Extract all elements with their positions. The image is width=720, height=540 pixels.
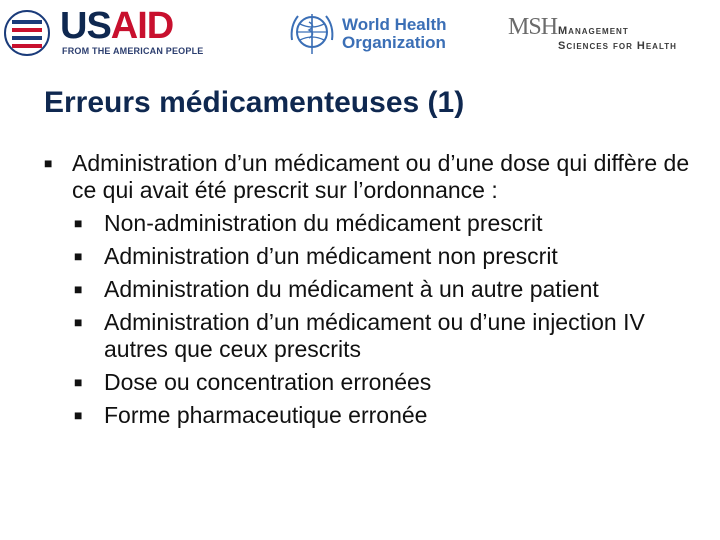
msh-mark: MSH: [508, 14, 558, 40]
sub-bullet-text: Administration d’un médicament ou d’une injection IV autres que ceux prescrits: [104, 309, 645, 362]
square-bullet-icon: ■: [74, 248, 83, 264]
square-bullet-icon: ■: [74, 407, 83, 423]
usaid-tagline: FROM THE AMERICAN PEOPLE: [62, 46, 204, 56]
sub-bullet: [44, 210, 704, 237]
sub-bullet-text: Forme pharmaceutique erronée: [104, 402, 428, 428]
sub-bullet-text: Administration d’un médicament non prescrit: [104, 243, 558, 269]
sub-bullet-text: Administration du médicament à un autre patient: [104, 276, 599, 302]
msh-logo: [508, 14, 718, 54]
who-wordmark: World Health Organization: [342, 15, 447, 52]
square-bullet-icon: ■: [74, 281, 83, 297]
msh-wordmark: Management Sciences for Health: [558, 25, 677, 52]
sub-bullet-text: Dose ou concentration erronées: [104, 369, 432, 395]
square-bullet-icon: ■: [74, 314, 83, 330]
usaid-seal-icon: [4, 10, 50, 56]
square-bullet-icon: ■: [74, 374, 83, 390]
who-logo: [286, 10, 456, 60]
sub-bullet: [44, 369, 704, 396]
slide-title: Erreurs médicamenteuses (1): [44, 86, 465, 119]
sub-bullet: [44, 402, 704, 429]
sub-bullet: [44, 309, 704, 363]
sub-bullet: [44, 243, 704, 270]
usaid-wordmark: USAID: [60, 5, 174, 47]
sub-bullet: [44, 276, 704, 303]
bullet-list: [44, 150, 704, 429]
who-emblem-icon: [286, 10, 338, 58]
logo-bar: [0, 0, 720, 64]
usaid-logo: [4, 5, 204, 60]
main-bullet: [44, 150, 704, 204]
square-bullet-icon: ■: [44, 155, 53, 171]
sub-bullet-text: Non-administration du médicament prescrit: [104, 210, 543, 236]
square-bullet-icon: ■: [74, 215, 83, 231]
main-bullet-text: Administration d’un médicament ou d’une dose qui diffère de ce qui avait été prescrit sur l’ordonnance :: [72, 150, 690, 203]
